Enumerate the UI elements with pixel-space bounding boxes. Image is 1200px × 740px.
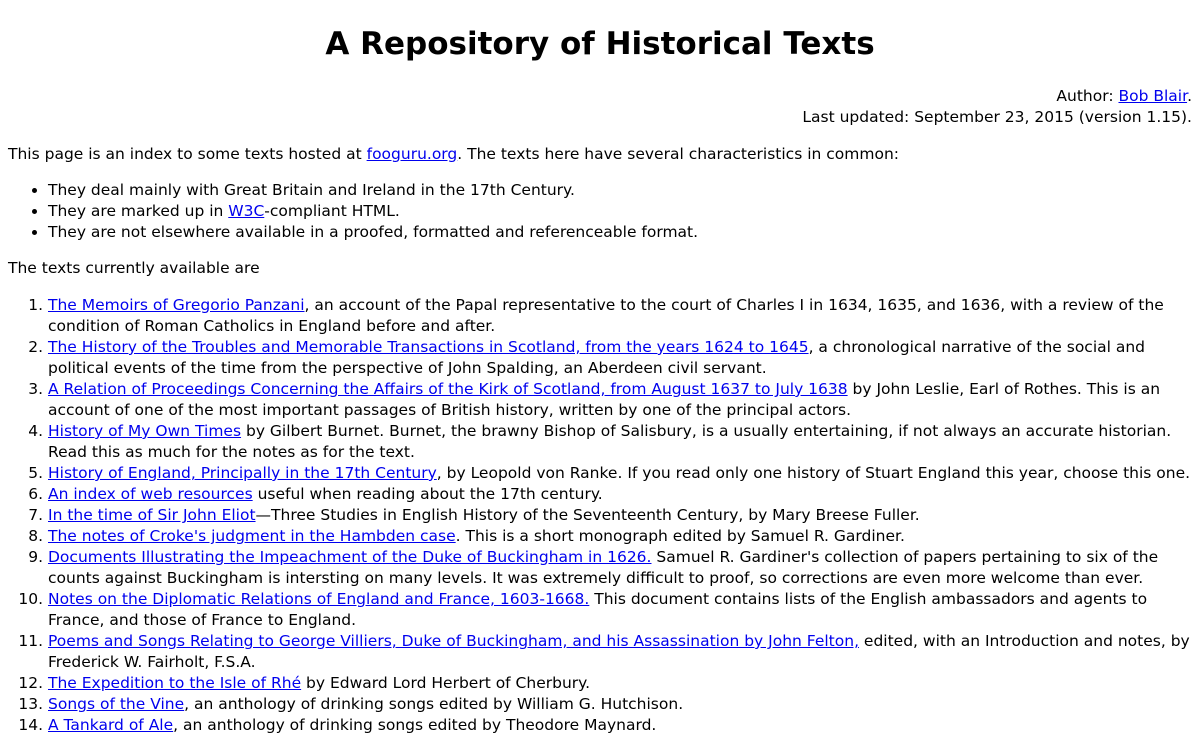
text-description: by Gilbert Burnet. Burnet, the brawny Bishop of Salisbury, is a usually entertaining, if not always an accurate historian. Read this as much for the notes as for the text. [48, 422, 1172, 461]
text-item [48, 505, 1192, 526]
last-updated: Last updated: September 23, 2015 (version 1.15). [802, 108, 1192, 126]
text-description: by John Leslie, Earl of Rothes. This is an account of one of the most important passages of British history, written by one of the principal actors. [48, 380, 1161, 419]
text-item [48, 589, 1192, 631]
text-item [48, 463, 1192, 484]
text-item [48, 526, 1192, 547]
text-link[interactable]: Documents Illustrating the Impeachment of the Duke of Buckingham in 1626. [48, 548, 652, 566]
text-description: . This is a short monograph edited by Samuel R. Gardiner. [455, 527, 905, 545]
text-link[interactable]: History of England, Principally in the 17th Century [48, 464, 437, 482]
fooguru-link[interactable]: fooguru.org [366, 145, 458, 163]
w3c-link[interactable]: W3C [228, 202, 265, 220]
trait-item: • They are not elsewhere available in a proofed, formatted and referenceable format. [48, 222, 1192, 243]
text-description: , an anthology of drinking songs edited by William G. Hutchison. [184, 695, 684, 713]
text-description: Samuel R. Gardiner's collection of papers pertaining to six of the counts against Buckingham is intersting on many levels. It was extremely difficult to proof, so corrections are even more welcome than ever. [48, 548, 1159, 587]
text-item [48, 547, 1192, 589]
texts-list [8, 295, 1192, 736]
text-description: edited, with an Introduction and notes, by Frederick W. Fairholt, F.S.A. [48, 632, 1190, 671]
intro-paragraph [8, 144, 1192, 165]
text-link[interactable]: Songs of the Vine [48, 695, 185, 713]
available-label: The texts currently available are [8, 259, 260, 277]
text-item [48, 379, 1192, 421]
text-item [48, 295, 1192, 337]
text-item [48, 337, 1192, 379]
text-description: , by Leopold von Ranke. If you read only one history of Stuart England this year, choose this one. [436, 464, 1191, 482]
text-link[interactable]: Notes on the Diplomatic Relations of England and France, 1603-1668. [48, 590, 590, 608]
author-line [8, 86, 1192, 107]
text-description: , a chronological narrative of the social and political events of the time from the perspective of John Spalding, an Aberdeen civil servant. [48, 338, 1146, 377]
text-link[interactable]: A Relation of Proceedings Concerning the Affairs of the Kirk of Scotland, from August 1637 to July 1638 [48, 380, 848, 398]
text-link[interactable]: The Memoirs of Gregorio Panzani [48, 296, 305, 314]
text-description: useful when reading about the 17th century. [252, 485, 603, 503]
author-suffix: . [1187, 87, 1192, 105]
text-link[interactable]: An index of web resources [48, 485, 253, 503]
intro-text-after: . The texts here have several characteristics in common: [457, 145, 899, 163]
page-meta [8, 86, 1192, 128]
text-description: , an anthology of drinking songs edited by Theodore Maynard. [173, 716, 657, 734]
text-description: —Three Studies in English History of the Seventeenth Century, by Mary Breese Fuller. [255, 506, 920, 524]
text-item [48, 484, 1192, 505]
text-link[interactable]: History of My Own Times [48, 422, 242, 440]
text-item [48, 694, 1192, 715]
text-description: This document contains lists of the English ambassadors and agents to France, and those of France to England. [48, 590, 1148, 629]
author-prefix: Author: [1056, 87, 1119, 105]
traits-list [8, 180, 1192, 243]
text-link[interactable]: A Tankard of Ale [48, 716, 174, 734]
text-description: , an account of the Papal representative to the court of Charles I in 1634, 1635, and 1636, with a review of the condition of Roman Catholics in England before and after. [48, 296, 1164, 335]
text-link[interactable]: The notes of Croke's judgment in the Hambden case [48, 527, 456, 545]
text-item [48, 631, 1192, 673]
text-link[interactable]: Poems and Songs Relating to George Villiers, Duke of Buckingham, and his Assassination by John Felton, [48, 632, 859, 650]
text-link[interactable]: In the time of Sir John Eliot [48, 506, 256, 524]
trait-text-after: -compliant HTML. [264, 202, 400, 220]
text-description: by Edward Lord Herbert of Cherbury. [301, 674, 591, 692]
trait-item: • They deal mainly with Great Britain and Ireland in the 17th Century. [48, 180, 1192, 201]
author-link[interactable]: Bob Blair [1118, 87, 1188, 105]
text-link[interactable]: The History of the Troubles and Memorable Transactions in Scotland, from the years 1624 to 1645 [48, 338, 809, 356]
text-item [48, 715, 1192, 736]
text-link[interactable]: The Expedition to the Isle of Rhé [48, 674, 302, 692]
text-item [48, 421, 1192, 463]
text-item [48, 673, 1192, 694]
intro-text-before: This page is an index to some texts hosted at [8, 145, 367, 163]
trait-text-before: They are marked up in [48, 202, 229, 220]
trait-item [48, 201, 1192, 222]
page-title: A Repository of Historical Texts [325, 26, 875, 62]
